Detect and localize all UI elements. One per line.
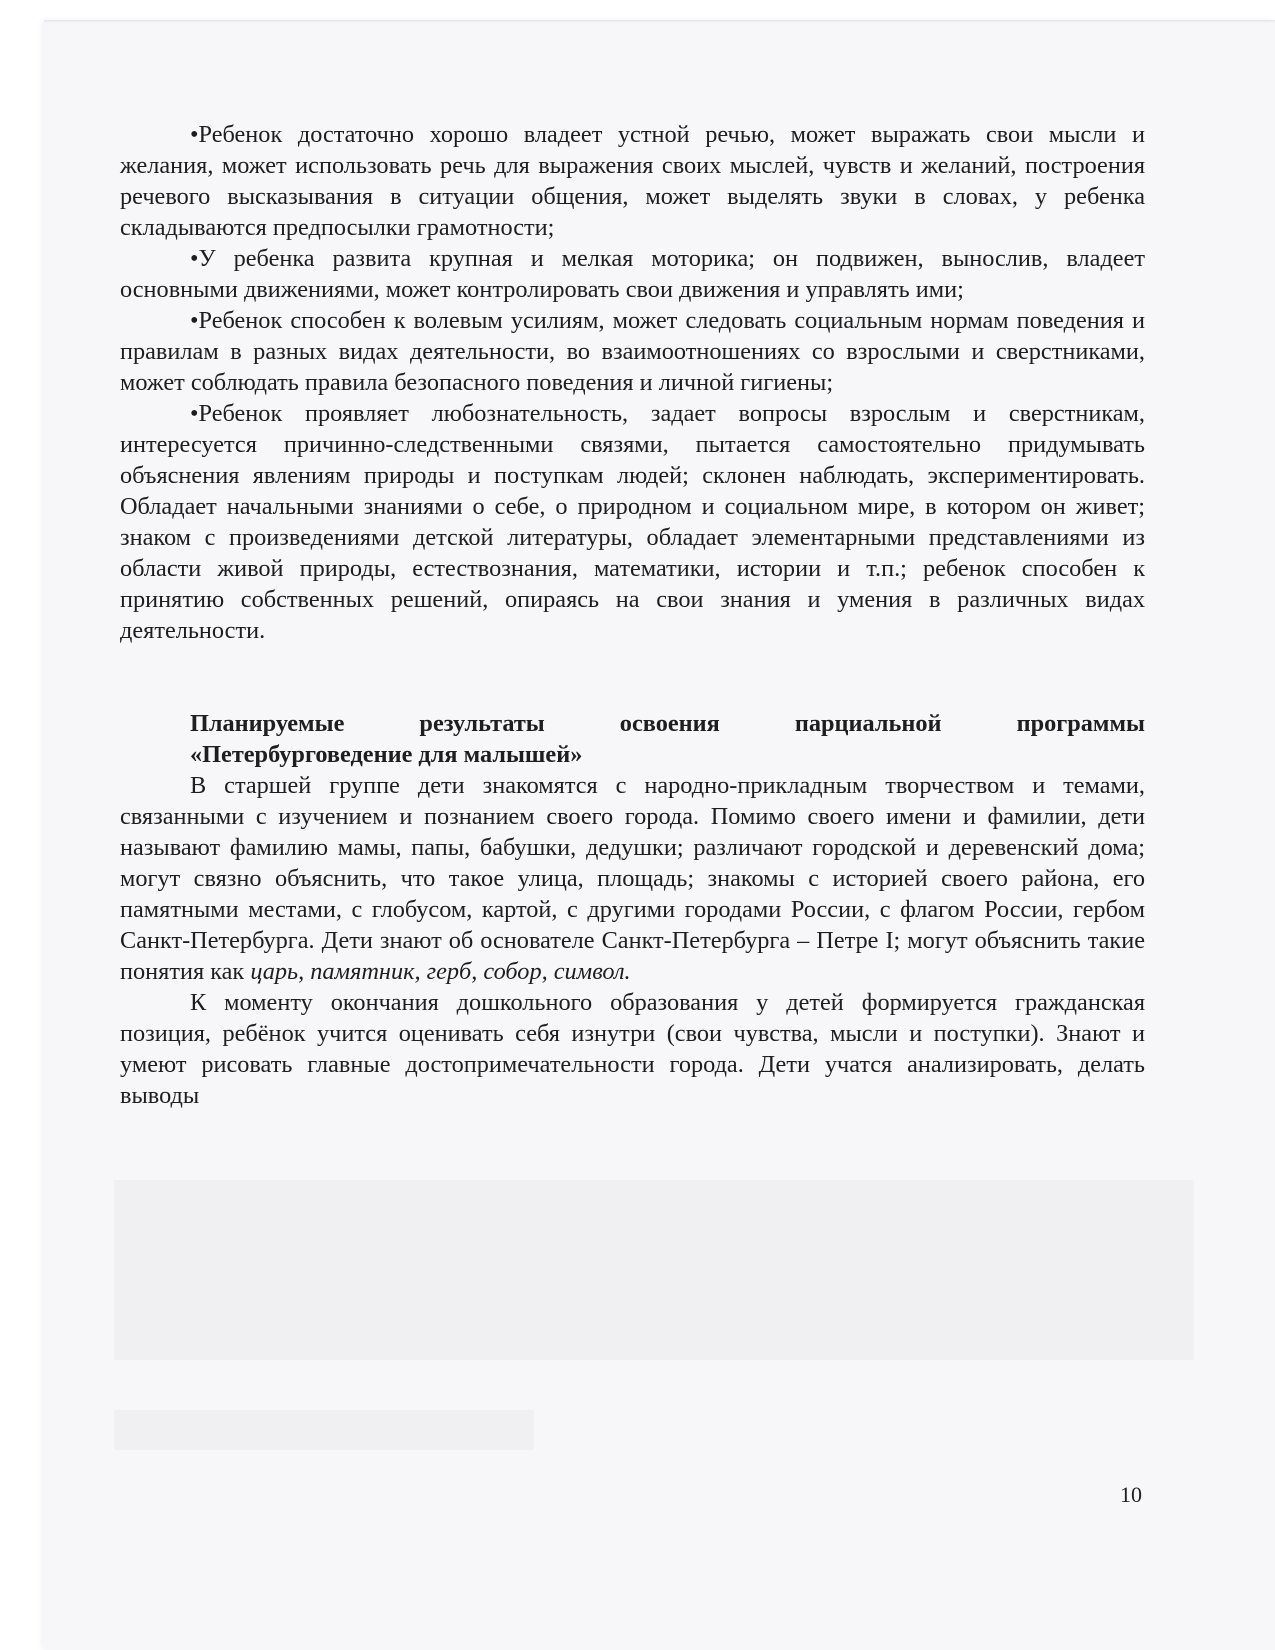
paragraph-senior-group-italic-terms: царь, памятник, герб, собор, символ. <box>250 958 631 985</box>
show-through-artifact <box>114 1180 1194 1360</box>
paragraph-senior-group-text: В старшей группе дети знакомятся с народно-прикладным творчеством и темами, связанными с изучением и познанием своего города. Помимо своего имени и фамилии, дети называют фамилию мамы, папы, бабушки, дедушки; различают городской и деревенский дома; могут связно объяснить, что такое улица, площадь; знакомы с историей своего района, его памятными местами, с глобусом, картой, с другими городами России, с флагом России, гербом Санкт-Петербурга. Дети знают об основателе Санкт-Петербурга – Петре I; могут объяснить такие понятия как <box>120 772 1145 985</box>
section-heading-program-title: «Петербурговедение для малышей» <box>190 741 583 768</box>
document-body <box>120 119 1145 1111</box>
paragraph-motor-skills: •У ребенка развита крупная и мелкая моторика; он подвижен, вынослив, владеет основными движениями, может контролировать свои движения и управлять ими; <box>120 245 1145 303</box>
section-spacer <box>120 646 1145 708</box>
show-through-artifact <box>114 1410 534 1450</box>
paragraph-graduation: К моменту окончания дошкольного образования у детей формируется гражданская позиция, ребёнок учится оценивать себя изнутри (свои чувства, мысли и поступки). Знают и умеют рисовать главные достопримечательности города. Дети учатся анализировать, делать выводы <box>120 989 1145 1109</box>
paragraph-volition: •Ребенок способен к волевым усилиям, может следовать социальным нормам поведения и правилам в разных видах деятельности, во взаимоотношениях со взрослыми и сверстниками, может соблюдать правила безопасного поведения и личной гигиены; <box>120 307 1145 396</box>
section-heading: Планируемые результаты освоения парциальной программы <box>190 710 1145 737</box>
paragraph-senior-group <box>120 770 1145 987</box>
paragraph-speech: •Ребенок достаточно хорошо владеет устной речью, может выражать свои мысли и желания, может использовать речь для выражения своих мыслей, чувств и желаний, построения речевого высказывания в ситуации общения, может выделять звуки в словах, у ребенка складываются предпосылки грамотности; <box>120 121 1145 241</box>
page-top-edge <box>44 20 1275 23</box>
page-number: 10 <box>1120 1482 1142 1507</box>
paragraph-curiosity: •Ребенок проявляет любознательность, задает вопросы взрослым и сверстникам, интересуется причинно-следственными связями, пытается самостоятельно придумывать объяснения явлениям природы и поступкам людей; склонен наблюдать, экспериментировать. Обладает начальными знаниями о себе, о природном и социальном мире, в котором он живет; знаком с произведениями детской литературы, обладает элементарными представлениями из области живой природы, естествознания, математики, истории и т.п.; ребенок способен к принятию собственных решений, опираясь на свои знания и умения в различных видах деятельности. <box>120 400 1145 644</box>
